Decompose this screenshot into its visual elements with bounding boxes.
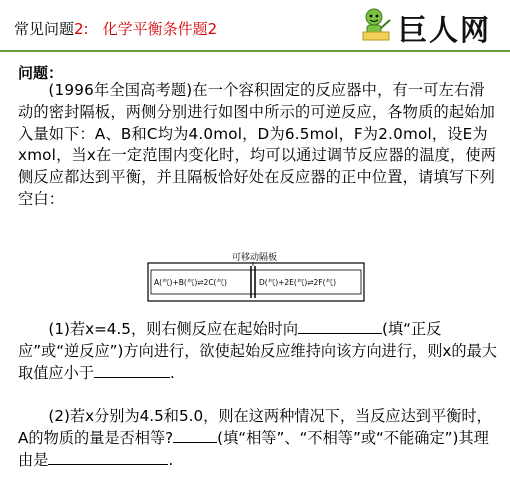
q1-answer-blank-2[interactable] — [94, 362, 170, 378]
figure-caption: 可移动隔板 — [232, 253, 278, 263]
q2-answer-blank-1[interactable] — [173, 427, 217, 443]
q1-text-2: (填“正反应”或“逆反应”)方向进行，欲使起始反应维持向该方向进行，则x的最大取值应小于 — [18, 320, 497, 382]
q2-text-3: . — [168, 451, 174, 469]
question-2 — [18, 405, 500, 471]
q2-answer-blank-2[interactable] — [48, 449, 168, 465]
q2-text-2: (填“相等”、“不相等”或“不能确定”)其理由是 — [18, 429, 489, 469]
site-logo[interactable] — [354, 6, 504, 46]
header-title — [14, 18, 217, 39]
mascot-icon — [354, 6, 398, 46]
reactor-figure — [147, 262, 365, 302]
question-label: 问题： — [18, 64, 64, 82]
q1-text-3: . — [169, 364, 175, 382]
right-reaction-label: D(气)+2E(气)⇌2F(气) — [259, 278, 336, 287]
question-paragraph: (1996年全国高考题)在一个容积固定的反应器中，有一可左右滑动的密封隔板，两侧分别进行如图中所示的可逆反应，各物质的起始加入量如下：A、B和C均为4.0mol，D为6.5mol，F为2.0mol，设E为xmol，当x在一定范围内变化时，均可以通过调节反应器的温度，使两侧反应都达到平衡，并且隔板恰好处在反应器的正中位置，请填写下列空白： — [18, 81, 497, 208]
left-reaction-label: A(气)+B(气)⇌2C(气) — [154, 278, 227, 287]
q1-text-1: (1)若x=4.5，则右侧反应在起始时向 — [48, 320, 299, 338]
q1-answer-blank-1[interactable] — [298, 318, 382, 334]
header-topic: 化学平衡条件题2 — [102, 20, 218, 38]
header — [0, 0, 510, 50]
question-1 — [18, 318, 500, 384]
logo-text: 巨人网 — [398, 13, 492, 47]
header-number: 2: — [74, 20, 89, 38]
q2-text-1: (2)若x分别为4.5和5.0，则在这两种情况下，当反应达到平衡时，A的物质的量是否相等? — [18, 407, 492, 447]
header-divider — [0, 50, 510, 52]
header-label: 常见问题 — [14, 20, 75, 38]
